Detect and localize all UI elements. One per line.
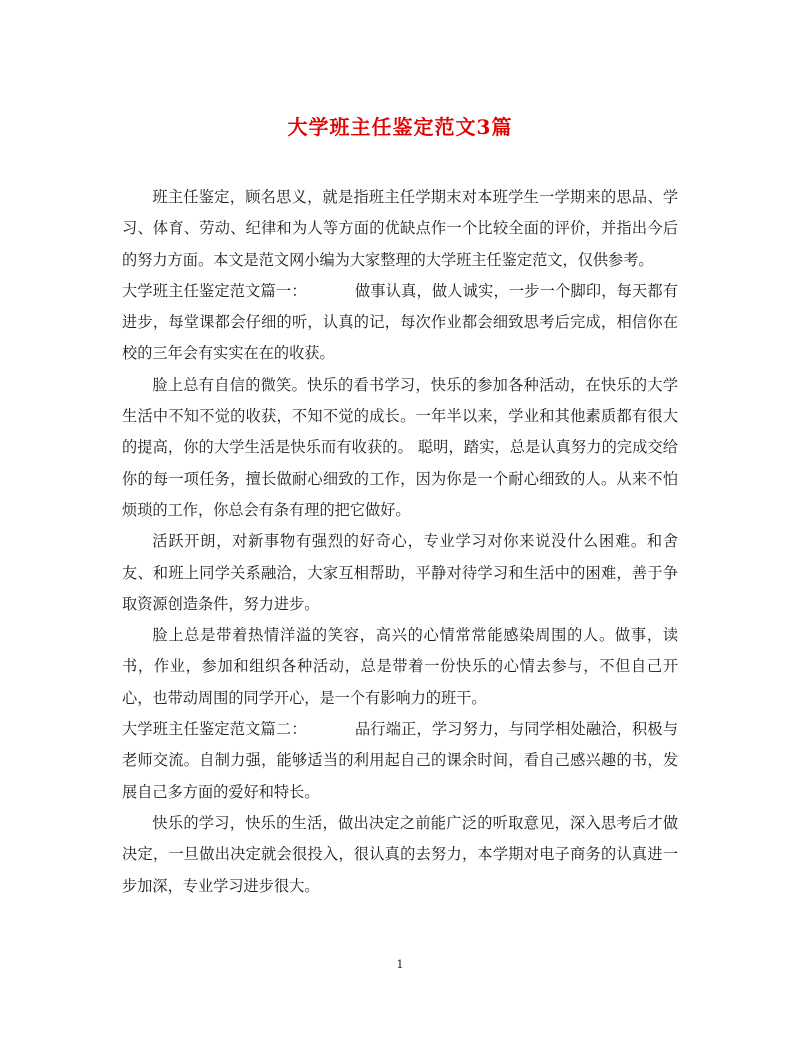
section-2-paragraph-2: 快乐的学习，快乐的生活，做出决定之前能广泛的听取意见，深入思考后才做决定，一旦做出决定就会很投入，很认真的去努力，本学期对电子商务的认真进一步加深，专业学习进步很大。	[122, 813, 678, 895]
section-1-heading: 大学班主任鉴定范文篇一：	[122, 281, 307, 300]
section-1-first-paragraph	[122, 276, 678, 370]
intro-paragraph: 班主任鉴定，顾名思义，就是指班主任学期末对本班学生一学期来的思品、学习、体育、劳动、纪律和为人等方面的优缺点作一个比较全面的评价，并指出今后的努力方面。本文是范文网小编为大家整理的大学班主任鉴定范文，仅供参考。	[122, 188, 678, 269]
section-2-text: 品行端正，学习努力，与同学相处融洽，积极与老师交流。自制力强，能够适当的利用起自己的课余时间，看自己感兴趣的书，发展自己多方面的爱好和特长。	[122, 720, 679, 801]
document-body	[122, 182, 678, 902]
document-title: 大学班主任鉴定范文3篇	[287, 115, 513, 139]
section-1-paragraph-3: 活跃开朗，对新事物有强烈的好奇心，专业学习对你来说没什么困难。和舍友、和班上同学关系融洽，大家互相帮助，平静对待学习和生活中的困难，善于争取资源创造条件，努力进步。	[122, 532, 678, 613]
page-number: 1	[396, 958, 404, 971]
section-1-paragraph-4: 脸上总是带着热情洋溢的笑容，高兴的心情常常能感染周围的人。做事，读书，作业，参加和组织各种活动，总是带着一份快乐的心情去参与，不但自己开心，也带动周围的同学开心，是一个有影响力的班干。	[122, 626, 678, 707]
section-2-first-paragraph	[122, 714, 678, 808]
section-1-paragraph-2: 脸上总有自信的微笑。快乐的看书学习，快乐的参加各种活动，在快乐的大学生活中不知不觉的收获，不知不觉的成长。一年半以来，学业和其他素质都有很大的提高，你的大学生活是快乐而有收获的。 聪明，踏实，总是认真努力的完成交给你的每一项任务，擅长做耐心细致的工作，因为你是一个耐心细致的人。从来不怕烦琐的工作，你总会有条有理的把它做好。	[122, 375, 678, 519]
section-2-heading: 大学班主任鉴定范文篇二：	[122, 720, 307, 739]
section-1-text: 做事认真，做人诚实，一步一个脚印，每天都有进步，每堂课都会仔细的听，认真的记，每次作业都会细致思考后完成，相信你在校的三年会有实实在在的收获。	[122, 281, 679, 363]
